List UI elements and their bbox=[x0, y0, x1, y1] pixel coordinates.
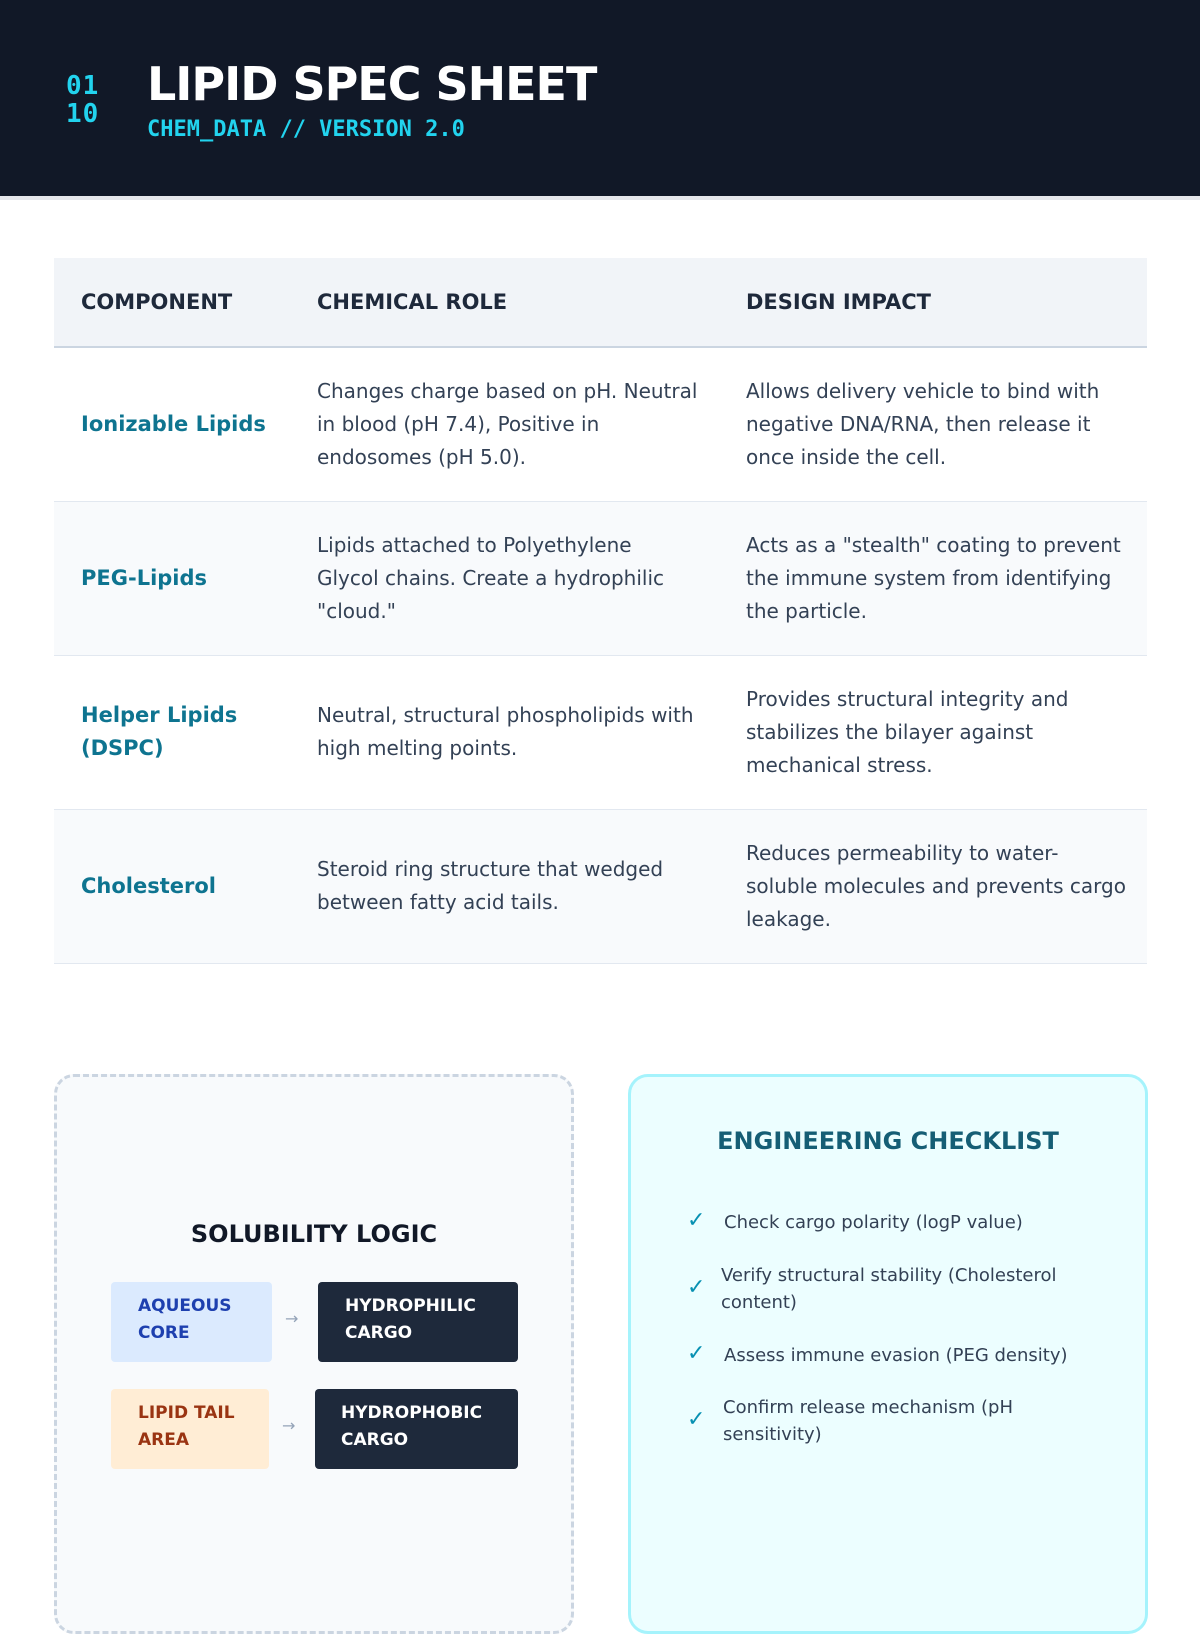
aqueous-core-chip: AQUEOUS CORE bbox=[111, 1282, 272, 1362]
check-icon: ✓ bbox=[687, 1407, 706, 1432]
chemical-role-cell: Neutral, structural phospholipids with high melting points. bbox=[290, 655, 719, 809]
page-title: LIPID SPEC SHEET bbox=[147, 57, 597, 111]
design-impact-cell: Provides structural integrity and stabilizes the bilayer against mechanical stress. bbox=[719, 655, 1147, 809]
column-header-design-impact: DESIGN IMPACT bbox=[719, 258, 1147, 347]
chemical-role-cell: Lipids attached to Polyethylene Glycol chains. Create a hydrophilic "cloud." bbox=[290, 501, 719, 655]
component-cell: Ionizable Lipids bbox=[54, 347, 290, 501]
chemical-role-cell: Steroid ring structure that wedged between fatty acid tails. bbox=[290, 809, 719, 963]
arrow-right-icon: → bbox=[282, 1416, 296, 1435]
solubility-logic-panel bbox=[54, 1074, 574, 1634]
table-row bbox=[54, 655, 1147, 809]
logo-line-1: 01 bbox=[66, 71, 100, 101]
binary-logo-icon bbox=[66, 72, 99, 128]
design-impact-cell: Reduces permeability to water-soluble molecules and prevents cargo leakage. bbox=[719, 809, 1147, 963]
checklist-item-text: Confirm release mechanism (pH sensitivity) bbox=[723, 1397, 1013, 1445]
column-header-component: COMPONENT bbox=[54, 258, 290, 347]
design-impact-cell: Allows delivery vehicle to bind with negative DNA/RNA, then release it once inside the cell. bbox=[719, 347, 1147, 501]
solubility-logic-title: SOLUBILITY LOGIC bbox=[190, 1220, 438, 1248]
component-cell: Cholesterol bbox=[54, 809, 290, 963]
table-row bbox=[54, 501, 1147, 655]
hydrophobic-cargo-chip: HYDROPHOBIC CARGO bbox=[315, 1389, 518, 1469]
lipid-tail-area-chip: LIPID TAIL AREA bbox=[111, 1389, 269, 1469]
table-row bbox=[54, 809, 1147, 963]
page-header bbox=[0, 0, 1200, 200]
component-cell: PEG-Lipids bbox=[54, 501, 290, 655]
checklist-item-text: Verify structural stability (Cholesterol content) bbox=[721, 1265, 1057, 1313]
component-cell: Helper Lipids (DSPC) bbox=[54, 655, 290, 809]
arrow-right-icon: → bbox=[285, 1309, 299, 1328]
page-subtitle: CHEM_DATA // VERSION 2.0 bbox=[147, 117, 465, 142]
checklist-item-text: Assess immune evasion (PEG density) bbox=[724, 1345, 1068, 1366]
logo-line-2: 10 bbox=[66, 99, 100, 129]
hydrophilic-cargo-chip: HYDROPHILIC CARGO bbox=[318, 1282, 518, 1362]
column-header-chemical-role: CHEMICAL ROLE bbox=[290, 258, 719, 347]
engineering-checklist-title: ENGINEERING CHECKLIST bbox=[717, 1127, 1059, 1155]
design-impact-cell: Acts as a "stealth" coating to prevent the immune system from identifying the particle. bbox=[719, 501, 1147, 655]
check-icon: ✓ bbox=[687, 1341, 706, 1366]
table-row bbox=[54, 347, 1147, 501]
lipid-spec-table bbox=[54, 258, 1147, 964]
engineering-checklist-panel bbox=[628, 1074, 1148, 1634]
table-header-row bbox=[54, 258, 1147, 347]
check-icon: ✓ bbox=[687, 1208, 706, 1233]
check-icon: ✓ bbox=[687, 1275, 706, 1300]
checklist-item-text: Check cargo polarity (logP value) bbox=[724, 1212, 1023, 1233]
chemical-role-cell: Changes charge based on pH. Neutral in blood (pH 7.4), Positive in endosomes (pH 5.0). bbox=[290, 347, 719, 501]
